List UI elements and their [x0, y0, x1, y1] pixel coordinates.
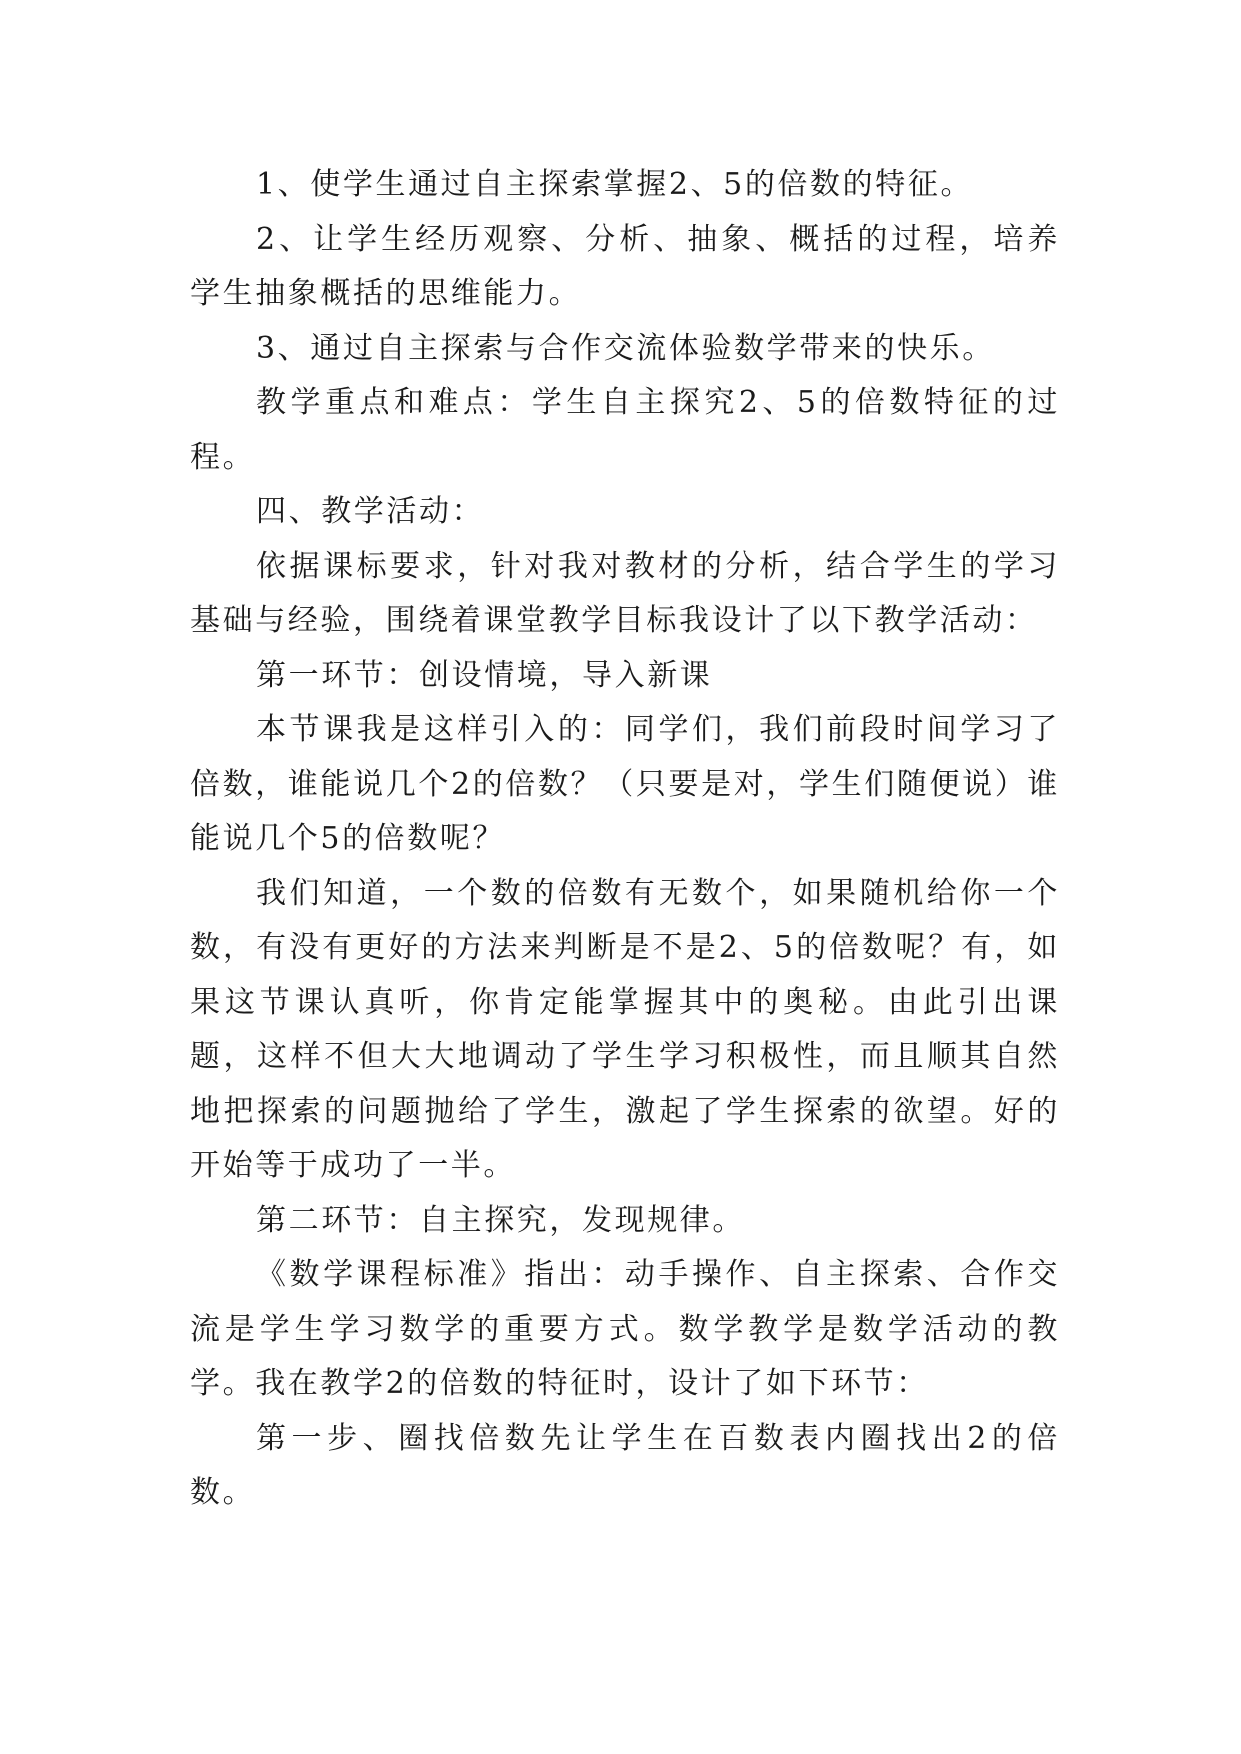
paragraph-goal-2: 2、让学生经历观察、分析、抽象、概括的过程，培养学生抽象概括的思维能力。 [190, 221, 1060, 311]
paragraph-goal-3: 3、通过自主探索与合作交流体验数学带来的快乐。 [256, 330, 995, 366]
subheading-step-2: 第二环节：自主探究，发现规律。 [256, 1202, 745, 1238]
subheading-step-1: 第一环节：创设情境，导入新课 [256, 657, 713, 693]
paragraph-curriculum: 《数学课程标准》指出：动手操作、自主探索、合作交流是学生学习数学的重要方式。数学教学是数学活动的教学。我在教学2的倍数的特征时，设计了如下环节： [190, 1257, 1060, 1401]
paragraph-motivation: 我们知道，一个数的倍数有无数个，如果随机给你一个数，有没有更好的方法来判断是不是2、5的倍数呢？有，如果这节课认真听，你肯定能掌握其中的奥秘。由此引出课题，这样不但大大地调动了学生学习积极性，而且顺其自然地把探索的问题抛给了学生，激起了学生探索的欲望。好的开始等于成功了一半。 [190, 875, 1060, 1183]
paragraph-goal-1: 1、使学生通过自主探索掌握2、5的倍数的特征。 [256, 167, 974, 202]
paragraph-key-points: 教学重点和难点：学生自主探究2、5的倍数特征的过程。 [190, 385, 1060, 475]
paragraph-activity-intro: 依据课标要求，针对我对教材的分析，结合学生的学习基础与经验，围绕着课堂教学目标我设计了以下教学活动： [190, 548, 1060, 638]
section-heading-activities: 四、教学活动： [256, 494, 485, 529]
document-body [190, 158, 1060, 1521]
paragraph-introduction: 本节课我是这样引入的：同学们，我们前段时间学习了倍数，谁能说几个2的倍数？（只要是对，学生们随便说）谁能说几个5的倍数呢？ [190, 712, 1060, 856]
paragraph-first-step: 第一步、圈找倍数先让学生在百数表内圈找出2的倍数。 [190, 1420, 1060, 1510]
